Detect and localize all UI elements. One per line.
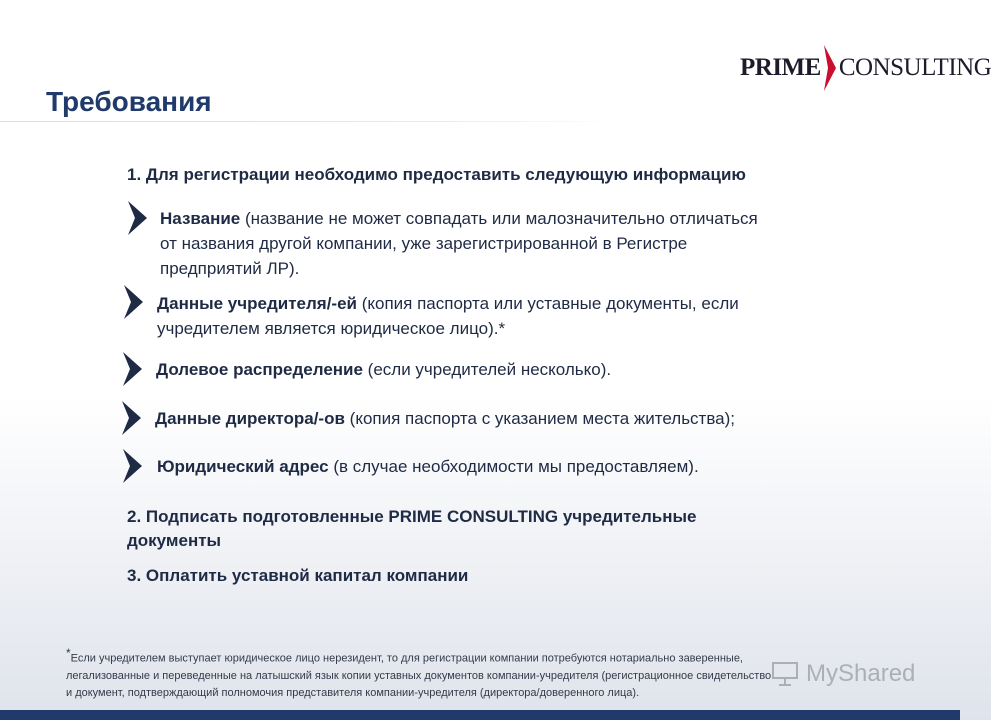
presentation-board-icon — [770, 661, 800, 687]
step-2-heading: 2. Подписать подготовленные PRIME CONSULTING учредительные документы — [127, 507, 697, 550]
page-title: Требования — [46, 86, 212, 117]
step-3-heading: 3. Оплатить уставной капитал компании — [127, 566, 469, 585]
bottom-bar — [0, 710, 960, 720]
requirement-shares-label: Долевое распределение — [156, 360, 363, 379]
requirement-founders-label: Данные учредителя/-ей — [157, 294, 357, 313]
bullet-chevron-icon — [126, 201, 148, 235]
step-1-heading: 1. Для регистрации необходимо предоставить следующую информацию — [127, 165, 746, 184]
requirement-name: Название (название не может совпадать или малозначительно отличаться от названия другой компании, уже зарегистрированной в Регистре предприятий ЛР). — [160, 209, 758, 278]
requirement-directors: Данные директора/-ов (копия паспорта с указанием места жительства); — [155, 409, 736, 428]
footnote-marker: * — [66, 646, 71, 660]
logo — [740, 40, 991, 96]
requirement-directors-label: Данные директора/-ов — [155, 409, 345, 428]
logo-chevron-icon — [823, 45, 837, 91]
requirement-address-label: Юридический адрес — [157, 457, 329, 476]
requirement-founders: Данные учредителя/-ей (копия паспорта или уставные документы, если учредителем является юридическое лицо).* — [157, 294, 739, 338]
watermark-text: MyShared — [806, 660, 916, 687]
logo-word-consulting: CONSULTING — [838, 54, 991, 81]
bullet-chevron-icon — [120, 401, 142, 435]
bullet-chevron-icon — [122, 285, 144, 319]
bullet-chevron-icon — [121, 449, 143, 483]
bullet-chevron-icon — [121, 352, 143, 386]
requirement-address: Юридический адрес (в случае необходимости мы предоставляем). — [157, 457, 699, 476]
requirement-name-label: Название — [160, 209, 241, 228]
logo-word-prime: PRIME — [740, 54, 821, 81]
title-divider — [0, 121, 620, 122]
footnote: *Если учредителем выступает юридическое лицо нерезидент, то для регистрации компании потребуются нотариально заверенные, легализованные и переведенные на латышский язык копии уставных документов компании-учредителя (регистрационное свидетельство и документ, подтверждающий полномочия представителя компании-учредителя (директора/доверенного лица). — [66, 646, 772, 699]
watermark — [770, 660, 915, 688]
requirement-shares: Долевое распределение (если учредителей несколько). — [156, 360, 612, 379]
